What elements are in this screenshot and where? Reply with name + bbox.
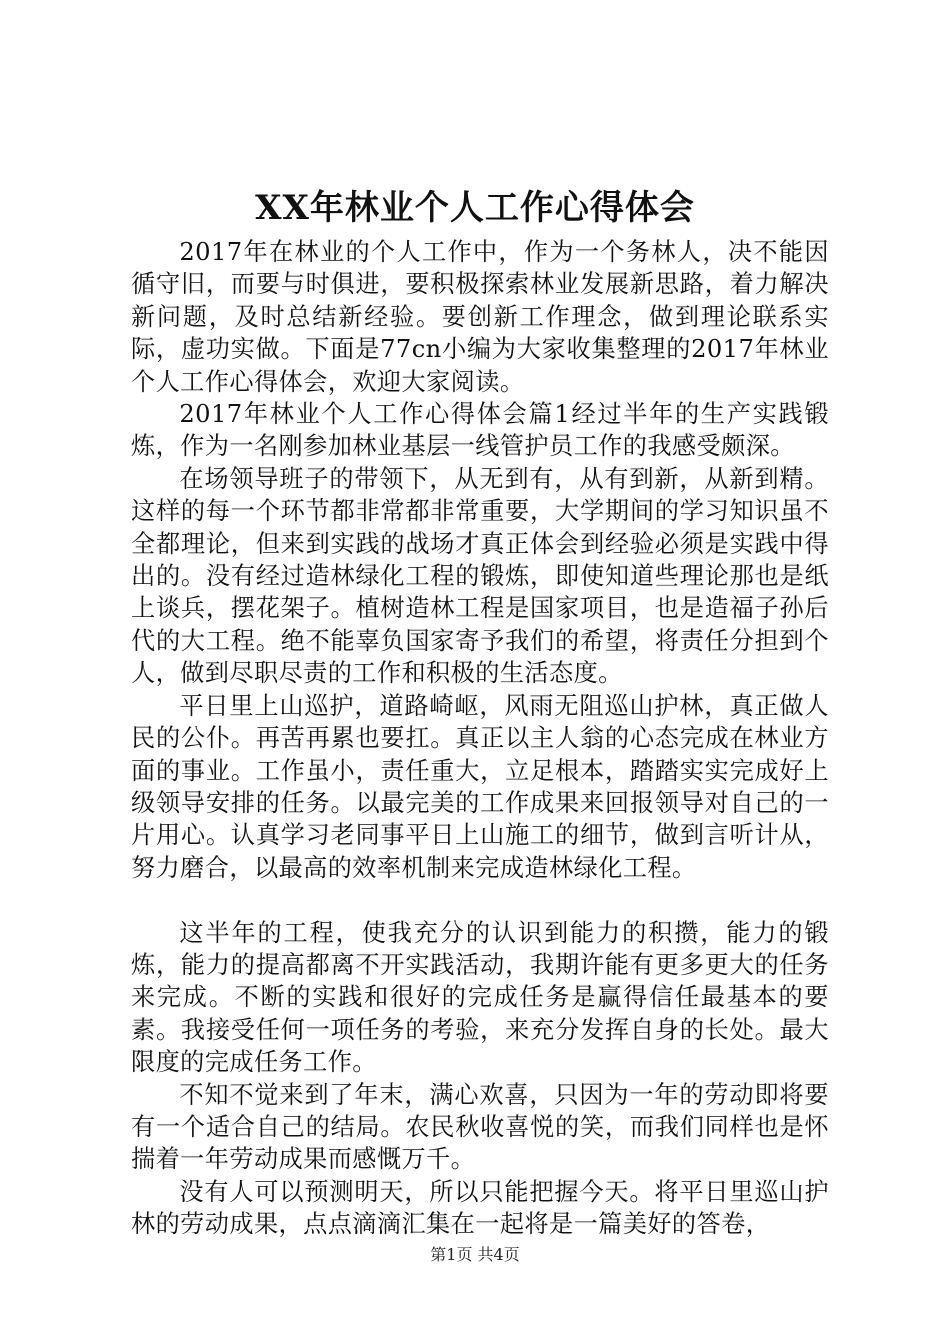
paragraph: 这半年的工程，使我充分的认识到能力的积攒，能力的锻炼，能力的提高都离不开实践活动，我期许能有更多更大的任务来完成。不断的实践和很好的完成任务是赢得信任最基本的要素。我接受任何一项任务的考验，来充分发挥自身的长处。最大限度的完成任务工作。 [131, 918, 829, 1077]
paragraph: 2017年林业个人工作心得体会篇1经过半年的生产实践锻炼，作为一名刚参加林业基层一线管护员工作的我感受颇深。 [131, 400, 829, 461]
document-body [131, 236, 829, 1241]
paragraph: 没有人可以预测明天，所以只能把握今天。将平日里巡山护林的劳动成果，点点滴滴汇集在一起将是一篇美好的答卷， [131, 1177, 829, 1239]
document-title: XX年林业个人工作心得体会 [255, 188, 695, 228]
paragraph: 不知不觉来到了年末，满心欢喜，只因为一年的劳动即将要有一个适合自己的结局。农民秋收喜悦的笑，而我们同样也是怀揣着一年劳动成果而感慨万千。 [131, 1080, 829, 1174]
paragraph: 平日里上山巡护，道路崎岖，风雨无阻巡山护林，真正做人民的公仆。再苦再累也要扛。真正以主人翁的心态完成在林业方面的事业。工作虽小，责任重大，立足根本，踏踏实实完成好上级领导安排的任务。以最完美的工作成果来回报领导对自己的一片用心。认真学习老同事平日上山施工的细节，做到言听计从，努力磨合，以最高的效率机制来完成造林绿化工程。 [131, 691, 829, 882]
paragraph: 2017年在林业的个人工作中，作为一个务林人，决不能因循守旧，而要与时俱进，要积极探索林业发展新思路，着力解决新问题，及时总结新经验。要创新工作理念，做到理论联系实际，虚功实做。下面是77cn小编为大家收集整理的2017年林业个人工作心得体会，欢迎大家阅读。 [131, 238, 829, 396]
paragraph: 在场领导班子的带领下，从无到有，从有到新，从新到精。这样的每一个环节都非常都非常重要，大学期间的学习知识虽不全都理论，但来到实践的战场才真正体会到经验必须是实践中得出的。没有经过造林绿化工程的锻炼，即使知道些理论那也是纸上谈兵，摆花架子。植树造林工程是国家项目，也是造福子孙后代的大工程。绝不能辜负国家寄予我们的希望，将责任分担到个人，做到尽职尽责的工作和积极的生活态度。 [131, 464, 829, 688]
page-footer: 第1页 共4页 [430, 1245, 520, 1264]
